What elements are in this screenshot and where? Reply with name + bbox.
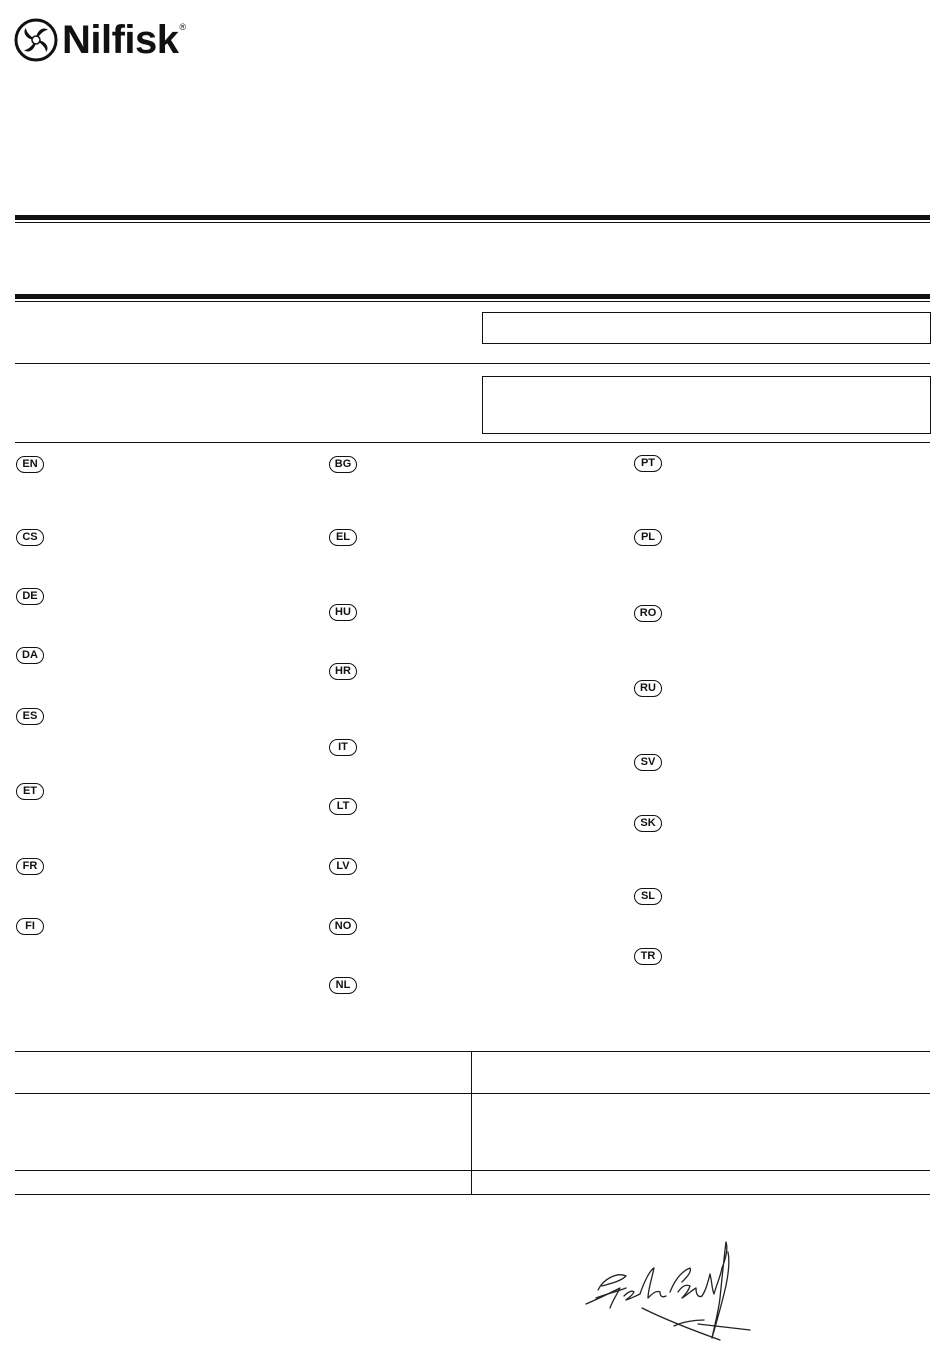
signature	[582, 1238, 757, 1358]
divider-rule-2	[15, 442, 930, 443]
table-rule-bottom	[15, 1194, 930, 1195]
table-rule-2	[15, 1093, 930, 1094]
header-rule-thick	[15, 215, 930, 220]
table-column-divider	[471, 1051, 472, 1195]
lang-badge-no: NO	[329, 918, 357, 935]
lang-badge-it: IT	[329, 739, 357, 756]
lang-badge-cs: CS	[16, 529, 44, 546]
lang-badge-sk: SK	[634, 815, 662, 832]
divider-rule-1	[15, 363, 930, 364]
lang-badge-fr: FR	[16, 858, 44, 875]
lang-badge-et: ET	[16, 783, 44, 800]
lang-badge-fi: FI	[16, 918, 44, 935]
lang-badge-el: EL	[329, 529, 357, 546]
lang-badge-tr: TR	[634, 948, 662, 965]
registered-mark: ®	[179, 22, 187, 32]
lang-badge-de: DE	[16, 588, 44, 605]
lang-badge-pt: PT	[634, 455, 662, 472]
brand-logo	[14, 16, 186, 64]
lang-badge-sl: SL	[634, 888, 662, 905]
nilfisk-logo-icon	[14, 18, 58, 62]
product-type-box	[482, 376, 931, 434]
section-rule-thin	[15, 301, 930, 302]
lang-badge-hr: HR	[329, 663, 357, 680]
lang-badge-es: ES	[16, 708, 44, 725]
lang-badge-bg: BG	[329, 456, 357, 473]
lang-badge-lv: LV	[329, 858, 357, 875]
lang-badge-ru: RU	[634, 680, 662, 697]
handwritten-signature	[582, 1238, 757, 1353]
lang-badge-sv: SV	[634, 754, 662, 771]
brand-name: Nilfisk	[62, 18, 179, 62]
lang-badge-pl: PL	[634, 529, 662, 546]
lang-badge-en: EN	[16, 456, 44, 473]
table-rule-top	[15, 1051, 930, 1052]
lang-badge-da: DA	[16, 647, 44, 664]
header-rule-thin	[15, 222, 930, 223]
lang-badge-lt: LT	[329, 798, 357, 815]
table-rule-3	[15, 1170, 930, 1171]
product-name-box	[482, 312, 931, 344]
section-rule-thick	[15, 294, 930, 299]
lang-badge-ro: RO	[634, 605, 662, 622]
lang-badge-nl: NL	[329, 977, 357, 994]
lang-badge-hu: HU	[329, 604, 357, 621]
